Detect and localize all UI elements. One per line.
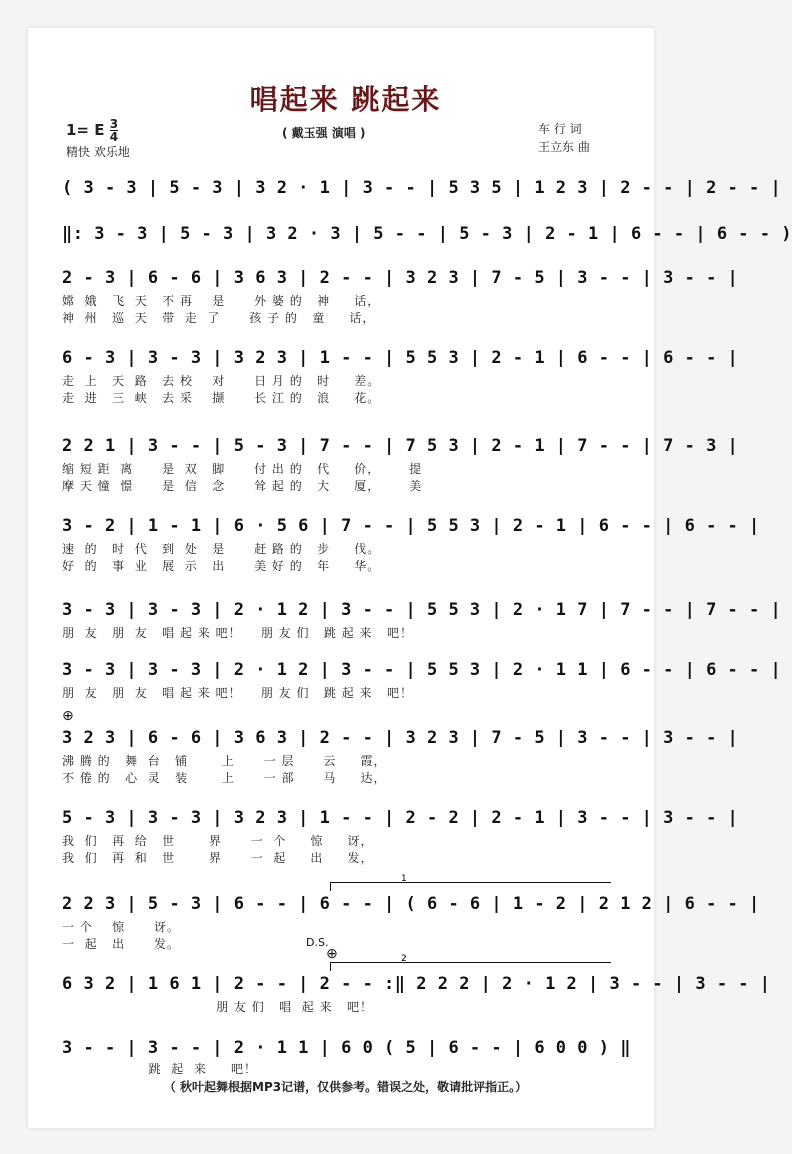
lyric-verse-1: 朋 友 们 唱 起 来 吧！: [62, 1000, 374, 1014]
lyric-verse-2: 我 们 再 和 世 界 一 起 出 发，: [62, 851, 374, 865]
ds-marking: D.S.: [306, 936, 329, 949]
notation-line: 5 - 3 | 3 - 3 | 3 2 3 | 1 - - | 2 - 2 | 2 - 1 | 3 - - | 3 - - |: [62, 808, 739, 828]
volta-2-label: 2: [401, 954, 407, 964]
composer-credit: 王立东 曲: [538, 140, 590, 154]
transcription-note: （ 秋叶起舞根据MP3记谱，仅供参考。错误之处，敬请批评指正。）: [163, 1080, 528, 1094]
notation-line: 6 3 2 | 1 6 1 | 2 - - | 2 - - :‖ 2 2 2 | 2 · 1 2 | 3 - - | 3 - - |: [62, 974, 771, 994]
segno-coda-icon: ⊕: [326, 946, 338, 962]
notation-line: 6 - 3 | 3 - 3 | 3 2 3 | 1 - - | 5 5 3 | 2 - 1 | 6 - - | 6 - - |: [62, 348, 739, 368]
performer-credit: ( 戴玉强 演唱 ): [282, 126, 366, 140]
notation-line: ( 3 - 3 | 5 - 3 | 3 2 · 1 | 3 - - | 5 3 5 | 1 2 3 | 2 - - | 2 - - |: [62, 178, 782, 198]
lyric-verse-1: 朋 友 朋 友 唱 起 来 吧！ 朋 友 们 跳 起 来 吧！: [62, 626, 413, 640]
coda-sign-icon: ⊕: [62, 708, 74, 724]
lyric-verse-2: 一 起 出 发。: [62, 937, 180, 951]
notation-line: 3 - 2 | 1 - 1 | 6 · 5 6 | 7 - - | 5 5 3 | 2 - 1 | 6 - - | 6 - - |: [62, 516, 760, 536]
notation-line: 3 - 3 | 3 - 3 | 2 · 1 2 | 3 - - | 5 5 3 | 2 · 1 7 | 7 - - | 7 - - |: [62, 600, 782, 620]
notation-line: 2 - 3 | 6 - 6 | 3 6 3 | 2 - - | 3 2 3 | 7 - 5 | 3 - - | 3 - - |: [62, 268, 739, 288]
notation-line: ‖: 3 - 3 | 5 - 3 | 3 2 · 3 | 5 - - | 5 - 3 | 2 - 1 | 6 - - | 6 - - ): [62, 224, 792, 244]
lyric-verse-1: 沸 腾 的 舞 台 铺 上 一 层 云 霞，: [62, 754, 387, 768]
lyric-verse-2: 摩 天 憧 憬 是 信 念 耸 起 的 大 厦， 美: [62, 479, 423, 493]
notation-line: 3 - - | 3 - - | 2 · 1 1 | 6 0 ( 5 | 6 - - | 6 0 0 ) ‖: [62, 1038, 631, 1058]
lyric-verse-1: 一 个 惊 讶。: [62, 920, 180, 934]
key-label: 1= E: [66, 121, 105, 139]
volta-bracket-2: [330, 954, 611, 971]
time-sig-top: 3: [109, 117, 119, 131]
time-signature: [110, 118, 118, 143]
notation-line: 2 2 1 | 3 - - | 5 - 3 | 7 - - | 7 5 3 | 2 - 1 | 7 - - | 7 - 3 |: [62, 436, 739, 456]
song-title: 唱起来 跳起来: [249, 83, 442, 116]
volta-bracket-1: [330, 874, 611, 891]
tempo-marking: 精快 欢乐地: [66, 145, 130, 159]
notation-line: 2 2 3 | 5 - 3 | 6 - - | 6 - - | ( 6 - 6 | 1 - 2 | 2 1 2 | 6 - - |: [62, 894, 760, 914]
key-signature: [66, 118, 118, 143]
lyric-verse-1: 跳 起 来 吧！: [62, 1062, 257, 1076]
lyric-verse-1: 缩 短 距 离 是 双 脚 付 出 的 代 价， 提: [62, 462, 423, 476]
lyric-verse-1: 速 的 时 代 到 处 是 赶 路 的 步 伐。: [62, 542, 381, 556]
lyricist-credit: 车 行 词: [538, 122, 582, 136]
lyric-verse-1: 朋 友 朋 友 唱 起 来 吧！ 朋 友 们 跳 起 来 吧！: [62, 686, 413, 700]
notation-line: 3 2 3 | 6 - 6 | 3 6 3 | 2 - - | 3 2 3 | 7 - 5 | 3 - - | 3 - - |: [62, 728, 739, 748]
lyric-verse-1: 走 上 天 路 去 校 对 日 月 的 时 差。: [62, 374, 381, 388]
lyric-verse-2: 神 州 巡 天 带 走 了 孩 子 的 童 话，: [62, 311, 376, 325]
volta-1-label: 1: [401, 874, 407, 884]
lyric-verse-2: 走 进 三 峡 去 采 撷 长 江 的 浪 花。: [62, 391, 381, 405]
lyric-verse-2: 好 的 事 业 展 示 出 美 好 的 年 华。: [62, 559, 381, 573]
time-sig-bottom: 4: [109, 130, 119, 144]
lyric-verse-1: 我 们 再 给 世 界 一 个 惊 讶，: [62, 834, 374, 848]
notation-line: 3 - 3 | 3 - 3 | 2 · 1 2 | 3 - - | 5 5 3 | 2 · 1 1 | 6 - - | 6 - - |: [62, 660, 782, 680]
lyric-verse-1: 嫦 娥 飞 天 不 再 是 外 婆 的 神 话，: [62, 294, 381, 308]
lyric-verse-2: 不 倦 的 心 灵 装 上 一 部 马 达，: [62, 771, 387, 785]
